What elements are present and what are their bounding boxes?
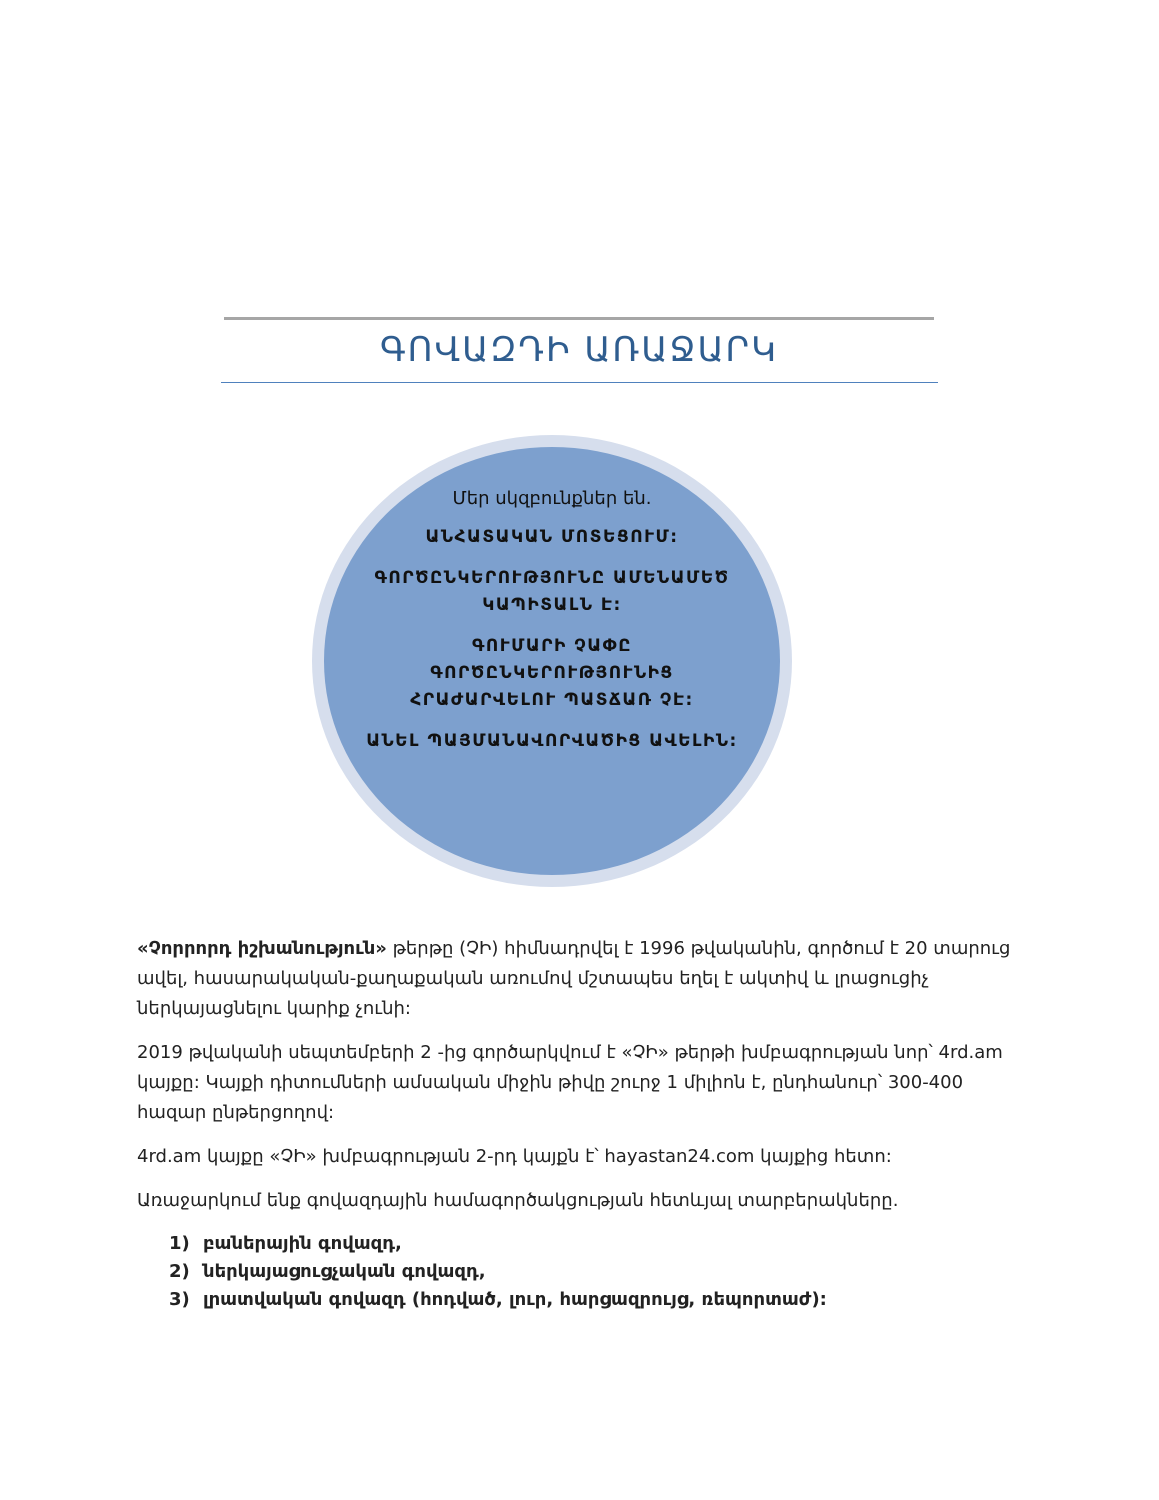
offer-number: 3) [169, 1289, 190, 1310]
offer-list-item [169, 1258, 1037, 1286]
offer-list-item [169, 1286, 1037, 1314]
principles-text [354, 486, 750, 769]
body-text [137, 934, 1037, 1314]
offer-number: 1) [169, 1233, 190, 1254]
offer-list-item [169, 1230, 1037, 1258]
title-top-rule [224, 317, 934, 320]
principle-item: ԳՈՒՄԱՐԻ ՉԱՓԸ ԳՈՐԾԸՆԿԵՐՈՒԹՅՈՒՆԻՑ ՀՐԱԺԱՐՎԵԼՈՒ ՊԱՏՃԱՌ ՉԷ: [410, 636, 694, 710]
intro-paragraph [137, 934, 1037, 1024]
newspaper-name: «Չորրորդ իշխանություն» [137, 938, 387, 959]
principle-item: ԳՈՐԾԸՆԿԵՐՈՒԹՅՈՒՆԸ ԱՄԵՆԱՄԵԾ ԿԱՊԻՏԱԼՆ Է: [374, 568, 730, 615]
offer-text: լրատվական գովազդ (հոդված, լուր, հարցազրույց, ռեպորտաժ): [203, 1289, 827, 1310]
page-title: ԳՈՎԱԶԴԻ ԱՌԱՋԱՐԿ [380, 330, 778, 370]
intro-paragraph-text: թերթը (ՉԻ) հիմնադրվել է 1996 թվականին, գործում է 20 տարուց ավել, հասարակական-քաղաքական առումով մշտապես եղել է ակտիվ և լրացուցիչ ներկայացնելու կարիք չունի: [137, 938, 1011, 1019]
offer-text: բաներային գովազդ, [203, 1233, 402, 1254]
website-paragraph: 2019 թվականի սեպտեմբերի 2 -ից գործարկվում է «ՉԻ» թերթի խմբագրության նոր՝ 4rd.am կայքը: Կայքի դիտումների ամսական միջին թիվը շուրջ 1 միլիոն է, ընդհանուր՝ 300-400 հազար ընթերցողով: [137, 1042, 1003, 1123]
principles-intro: Մեր սկզբունքներ են. [452, 488, 652, 509]
offer-text: ներկայացուցչական գովազդ, [203, 1261, 486, 1282]
principle-item: ԱՆԵԼ ՊԱՅՄԱՆԱՎՈՐՎԱԾԻՑ ԱՎԵԼԻՆ: [366, 731, 738, 751]
offer-number: 2) [169, 1261, 190, 1282]
second-site-paragraph: 4rd.am կայքը «ՉԻ» խմբագրության 2-րդ կայքն է՝ hayastan24.com կայքից հետո: [137, 1146, 892, 1167]
principle-item: ԱՆՀԱՏԱԿԱՆ ՄՈՏԵՑՈՒՄ: [425, 527, 679, 547]
title-bottom-rule [221, 382, 938, 383]
offer-list [137, 1230, 1037, 1314]
offer-intro-paragraph: Առաջարկում ենք գովազդային համագործակցության հետևյալ տարբերակները. [137, 1190, 899, 1211]
